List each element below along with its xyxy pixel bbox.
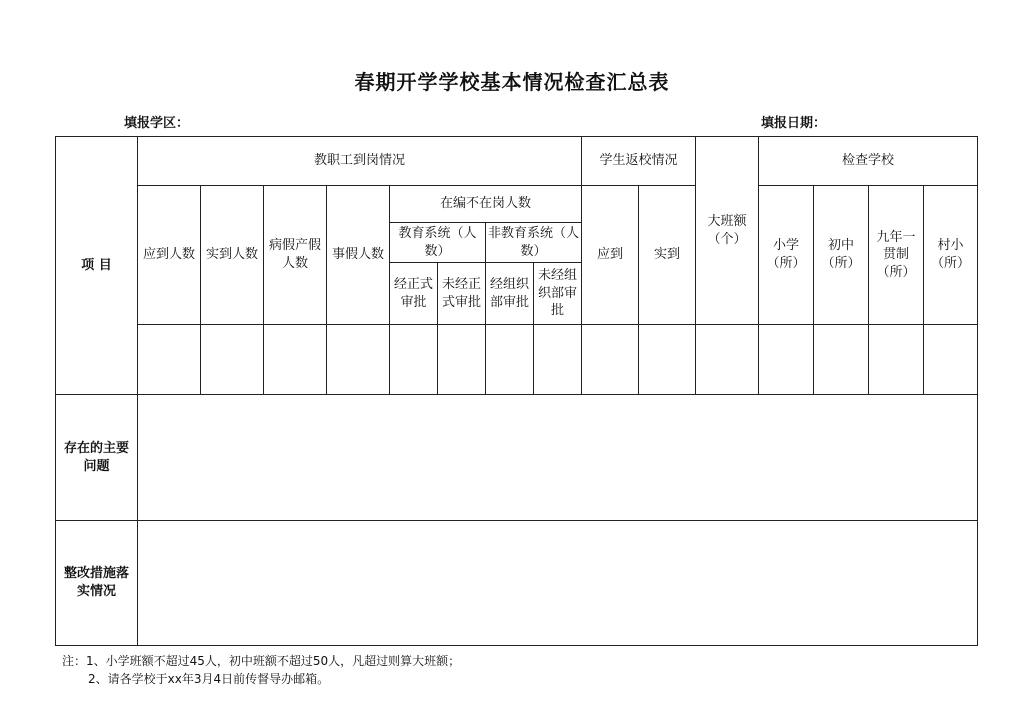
staff-personal-leave-header: 事假人数 [327, 186, 390, 325]
non-edu-system-header: 非教育系统（人数） [486, 223, 582, 263]
footnote-line: 注：1、小学班额不超过45人，初中班额不超过50人，凡超过则算大班额； [62, 654, 461, 668]
page-title: 春期开学学校基本情况检查汇总表 [354, 70, 670, 94]
data-cell[interactable] [924, 325, 978, 395]
data-cell[interactable] [327, 325, 390, 395]
data-cell[interactable] [390, 325, 438, 395]
data-cell[interactable] [814, 325, 869, 395]
data-cell[interactable] [438, 325, 486, 395]
student-group-header: 学生返校情况 [582, 137, 696, 186]
staff-sick-maternity-header: 病假产假人数 [264, 186, 327, 325]
staff-should-header: 应到人数 [138, 186, 201, 325]
edu-informal-header: 未经正式审批 [438, 263, 486, 325]
data-cell[interactable] [534, 325, 582, 395]
footnote-line: 2、请各学校于xx年3月4日前传督导办邮箱。 [88, 672, 330, 686]
problems-label: 存在的主要问题 [56, 395, 138, 521]
rectify-label: 整改措施落实情况 [56, 521, 138, 646]
data-cell[interactable] [869, 325, 924, 395]
problems-content[interactable] [138, 395, 978, 521]
data-cell[interactable] [201, 325, 264, 395]
fill-district-label: 填报学区： [124, 116, 190, 131]
staff-group-header: 教职工到岗情况 [138, 137, 582, 186]
rectify-content[interactable] [138, 521, 978, 646]
data-cell[interactable] [582, 325, 639, 395]
data-cell[interactable] [759, 325, 814, 395]
absent-group-header: 在编不在岗人数 [390, 186, 582, 223]
large-class-header: 大班额（个） [696, 137, 759, 325]
data-cell[interactable] [639, 325, 696, 395]
edu-system-header: 教育系统（人数） [390, 223, 486, 263]
row-header: 项 目 [56, 137, 138, 395]
staff-actual-header: 实到人数 [201, 186, 264, 325]
student-actual-header: 实到 [639, 186, 696, 325]
data-cell[interactable] [264, 325, 327, 395]
non-edu-org-header: 经组织部审批 [486, 263, 534, 325]
data-cell[interactable] [486, 325, 534, 395]
data-cell[interactable] [696, 325, 759, 395]
check-schools-header: 检查学校 [759, 137, 978, 186]
data-cell[interactable] [138, 325, 201, 395]
nine-year-school-header: 九年一贯制（所） [869, 186, 924, 325]
edu-formal-header: 经正式审批 [390, 263, 438, 325]
non-edu-no-org-header: 未经组织部审批 [534, 263, 582, 325]
student-should-header: 应到 [582, 186, 639, 325]
footnotes [62, 652, 460, 688]
data-row [56, 325, 978, 395]
fill-date-label: 填报日期： [761, 116, 827, 131]
summary-table [55, 136, 978, 646]
village-school-header: 村小（所） [924, 186, 978, 325]
primary-school-header: 小学（所） [759, 186, 814, 325]
junior-school-header: 初中（所） [814, 186, 869, 325]
